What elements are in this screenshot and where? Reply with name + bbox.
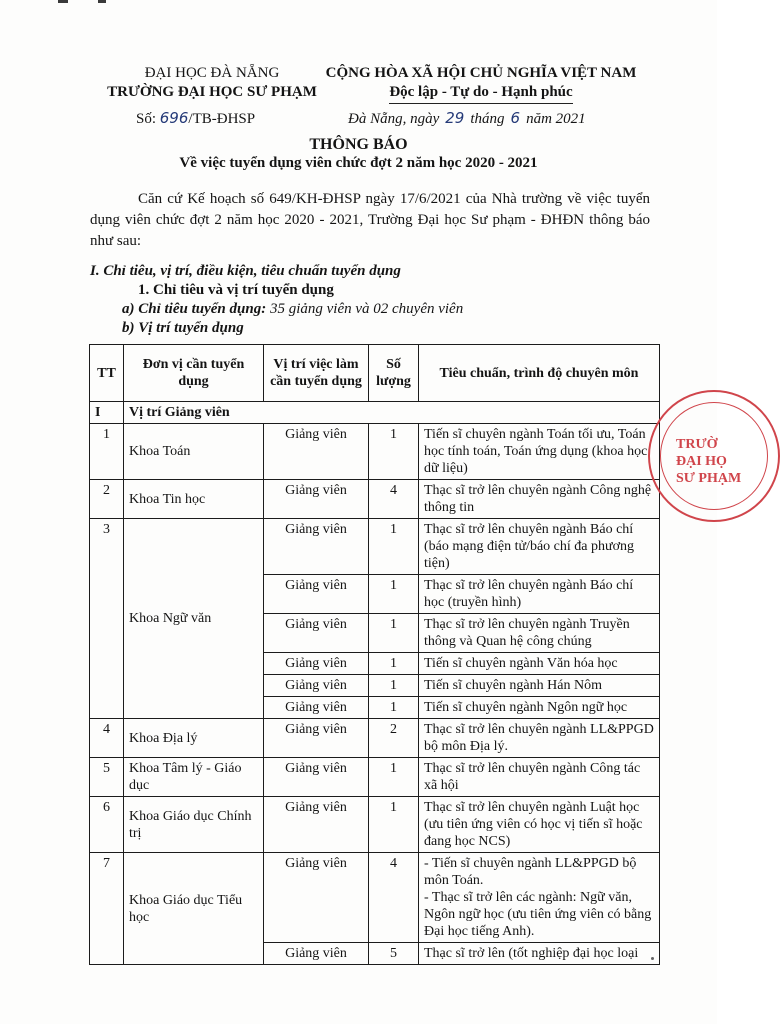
scan-edge-mark [98,0,106,3]
col-header-criteria: Tiêu chuẩn, trình độ chuyên môn [419,345,660,402]
quota-text: 35 giảng viên và 02 chuyên viên [269,301,464,317]
row-quantity: 1 [369,758,419,797]
row-criteria: Thạc sĩ trở lên chuyên ngành Công tác xã hội [419,758,660,797]
section-heading-1: I. Chỉ tiêu, vị trí, điều kiện, tiêu chuẩn tuyển dụng [90,263,401,279]
row-position: Giảng viên [264,480,369,519]
row-position: Giảng viên [264,697,369,719]
row-quantity: 1 [369,519,419,575]
row-quantity: 5 [369,943,419,965]
date-month-handwritten: 6 [510,109,521,127]
row-quantity: 1 [369,424,419,480]
row-quantity: 4 [369,853,419,943]
col-header-quantity: Số lượng [369,345,419,402]
org-line-2: TRƯỜNG ĐẠI HỌC SƯ PHẠM [107,84,317,100]
row-criteria: Thạc sĩ trở lên chuyên ngành Truyền thông và Quan hệ công chúng [419,614,660,653]
document-number [136,109,255,128]
row-tt: 6 [90,797,124,853]
row-unit: Khoa Địa lý [124,719,264,758]
row-unit: Khoa Giáo dục Chính trị [124,797,264,853]
row-tt: 3 [90,519,124,719]
seal-text [676,436,741,487]
row-criteria: Thạc sĩ trở lên chuyên ngành Báo chí (báo mạng điện tử/báo chí đa phương tiện) [419,519,660,575]
row-position: Giảng viên [264,943,369,965]
org-line-1: ĐẠI HỌC ĐÀ NẴNG [144,65,280,81]
row-quantity: 1 [369,797,419,853]
table-row [90,519,660,575]
row-criteria [419,853,660,943]
row-quantity: 4 [369,480,419,519]
row-criteria: Thạc sĩ trở lên chuyên ngành LL&PPGD bộ môn Địa lý. [419,719,660,758]
country-name: CỘNG HÒA XÃ HỘI CHỦ NGHĨA VIỆT NAM [325,65,637,81]
row-position: Giảng viên [264,575,369,614]
row-position: Giảng viên [264,424,369,480]
national-heading [300,64,662,104]
quota-label: a) Chỉ tiêu tuyển dụng: [122,301,267,317]
row-tt: 5 [90,758,124,797]
row-quantity: 1 [369,575,419,614]
row-criteria: Thạc sĩ trở lên chuyên ngành Công nghệ thông tin [419,480,660,519]
row-tt: 4 [90,719,124,758]
row-criteria: Tiến sĩ chuyên ngành Ngôn ngữ học [419,697,660,719]
date-month-label: tháng [470,111,505,127]
table-section-row [90,402,660,424]
row-position: Giảng viên [264,719,369,758]
section-positions: b) Vị trí tuyển dụng [122,320,244,336]
row-criteria: Tiến sĩ chuyên ngành Toán tối ưu, Toán học tính toán, Toán ứng dụng (khoa học dữ liệu) [419,424,660,480]
row-position: Giảng viên [264,675,369,697]
row-position: Giảng viên [264,519,369,575]
table-row [90,719,660,758]
row-criteria: Tiến sĩ chuyên ngành Hán Nôm [419,675,660,697]
document-title: THÔNG BÁO [309,136,408,153]
row-tt: 1 [90,424,124,480]
university-seal [648,390,780,522]
table-header-row [90,345,660,402]
row-quantity: 1 [369,697,419,719]
row-unit: Khoa Ngữ văn [124,519,264,719]
row-criteria: Thạc sĩ trở lên (tốt nghiệp đại học loại [419,943,660,965]
recruitment-table [89,344,660,965]
row-position: Giảng viên [264,758,369,797]
seal-text-line: TRƯỜ [676,437,718,452]
table-row [90,480,660,519]
date-year: năm 2021 [526,111,586,127]
criteria-item: - Tiến sĩ chuyên ngành LL&PPGD bộ môn Toán. [424,856,637,888]
row-position: Giảng viên [264,797,369,853]
row-tt: 2 [90,480,124,519]
date-prefix: Đà Nẵng, ngày [348,111,440,127]
row-unit: Khoa Tâm lý - Giáo dục [124,758,264,797]
seal-text-line: ĐẠI HỌ [676,454,727,469]
doc-no-label: Số: [136,111,157,127]
scan-edge-mark [58,0,68,3]
doc-no-suffix: /TB-ĐHSP [188,111,256,127]
issuing-organization [92,64,332,102]
section-label: Vị trí Giảng viên [124,402,660,424]
row-unit: Khoa Giáo dục Tiểu học [124,853,264,965]
row-quantity: 1 [369,614,419,653]
row-position: Giảng viên [264,614,369,653]
criteria-item: - Thạc sĩ trở lên các ngành: Ngữ văn, Ngôn ngữ học (ưu tiên ứng viên có bằng Đại học tiếng Anh). [424,890,652,939]
doc-no-handwritten: 696 [159,109,189,127]
national-motto: Độc lập - Tự do - Hạnh phúc [389,83,572,104]
row-position: Giảng viên [264,653,369,675]
section-tt: I [90,402,124,424]
table-row [90,797,660,853]
row-tt: 7 [90,853,124,965]
col-header-position: Vị trí việc làm cần tuyển dụng [264,345,369,402]
row-quantity: 1 [369,675,419,697]
row-criteria: Thạc sĩ trở lên chuyên ngành Báo chí học (truyền hình) [419,575,660,614]
document-subtitle: Về việc tuyển dụng viên chức đợt 2 năm học 2020 - 2021 [179,155,538,171]
date-day-handwritten: 29 [445,109,465,127]
row-criteria: Thạc sĩ trở lên chuyên ngành Luật học (ưu tiên ứng viên có học vị tiến sĩ hoặc đang học NCS) [419,797,660,853]
row-criteria: Tiến sĩ chuyên ngành Văn hóa học [419,653,660,675]
section-quota [122,300,463,319]
seal-text-line: SƯ PHẠM [676,471,742,486]
scan-speck [651,957,654,960]
row-position: Giảng viên [264,853,369,943]
col-header-tt: TT [90,345,124,402]
table-row [90,424,660,480]
row-quantity: 2 [369,719,419,758]
col-header-unit: Đơn vị cần tuyển dụng [124,345,264,402]
row-unit: Khoa Tin học [124,480,264,519]
section-heading-1-1: 1. Chỉ tiêu và vị trí tuyển dụng [138,282,334,298]
issue-date [348,109,586,128]
intro-text: Căn cứ Kế hoạch số 649/KH-ĐHSP ngày 17/6/2021 của Nhà trường về việc tuyển dụng viên chức đợt 2 năm học 2020 - 2021, Trường Đại học Sư phạm - ĐHĐN thông báo như sau: [90,191,650,249]
intro-paragraph [90,189,650,252]
table-row [90,758,660,797]
row-unit: Khoa Toán [124,424,264,480]
table-row [90,853,660,943]
row-quantity: 1 [369,653,419,675]
